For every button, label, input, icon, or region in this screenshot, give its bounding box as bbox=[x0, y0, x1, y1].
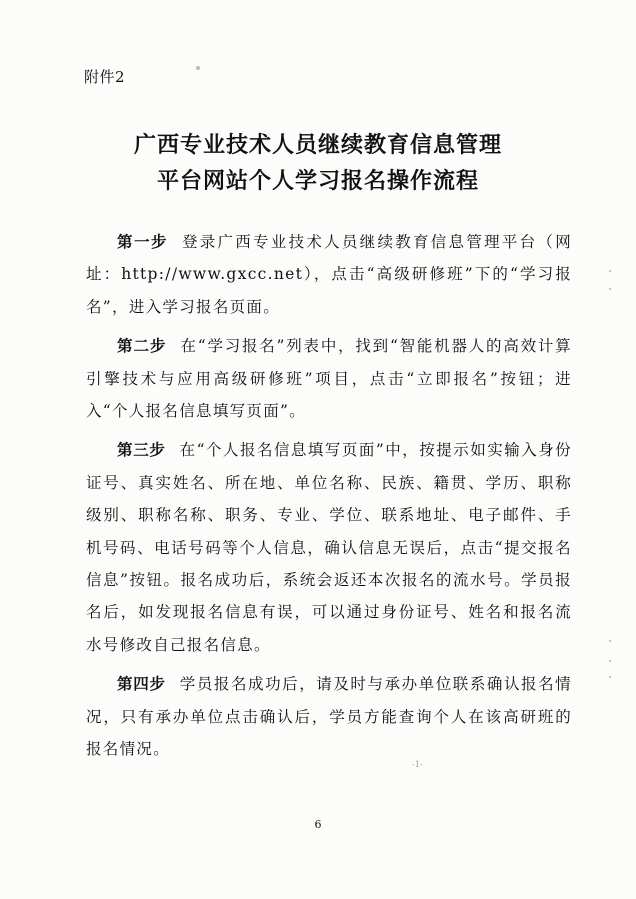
scan-speck bbox=[609, 660, 611, 662]
document-body bbox=[86, 226, 572, 773]
scan-speck bbox=[609, 288, 611, 290]
step-4-text: 学员报名成功后，请及时与承办单位联系确认报名情况，只有承办单位点击确认后，学员方能查询个人在该高研班的报名情况。 bbox=[86, 675, 572, 759]
step-1-paragraph bbox=[86, 226, 572, 323]
step-3-paragraph bbox=[86, 434, 572, 661]
step-2-paragraph bbox=[86, 330, 572, 427]
scan-speck bbox=[609, 640, 611, 642]
step-3-label: 第三步 bbox=[117, 440, 166, 460]
document-title-line-2: 平台网站个人学习报名操作流程 bbox=[156, 168, 479, 194]
attachment-label: 附件2 bbox=[84, 68, 126, 86]
scan-speck bbox=[609, 270, 611, 272]
scan-speck bbox=[609, 676, 611, 678]
stray-mark: -1- bbox=[412, 760, 423, 769]
scan-speck bbox=[196, 66, 200, 70]
page-number: 6 bbox=[314, 818, 322, 831]
document-title-line-1: 广西专业技术人员继续教育信息管理 bbox=[133, 132, 502, 158]
step-2-text: 在“学习报名”列表中，找到“智能机器人的高效计算引擎技术与应用高级研修班”项目，点击“立即报名”按钮；进入“个人报名信息填写页面”。 bbox=[86, 337, 572, 421]
step-2-label: 第二步 bbox=[117, 336, 167, 356]
step-4-label: 第四步 bbox=[117, 674, 166, 694]
step-1-text: 登录广西专业技术人员继续教育信息管理平台（网址：http://www.gxcc.net），点击“高级研修班”下的“学习报名”，进入学习报名页面。 bbox=[86, 233, 572, 316]
step-1-label: 第一步 bbox=[117, 232, 168, 251]
step-4-paragraph bbox=[86, 668, 572, 765]
step-3-text: 在“个人报名信息填写页面”中，按提示如实输入身份证号、真实姓名、所在地、单位名称、民族、籍贯、学历、职称级别、职称名称、职务、专业、学位、联系地址、电子邮件、手机号码、电话号码等个人信息，确认信息无误后，点击“提交报名信息”按钮。报名成功后，系统会返还本次报名的流水号。学员报名后，如发现报名信息有误，可以通过身份证号、姓名和报名流水号修改自己报名信息。 bbox=[86, 441, 572, 654]
